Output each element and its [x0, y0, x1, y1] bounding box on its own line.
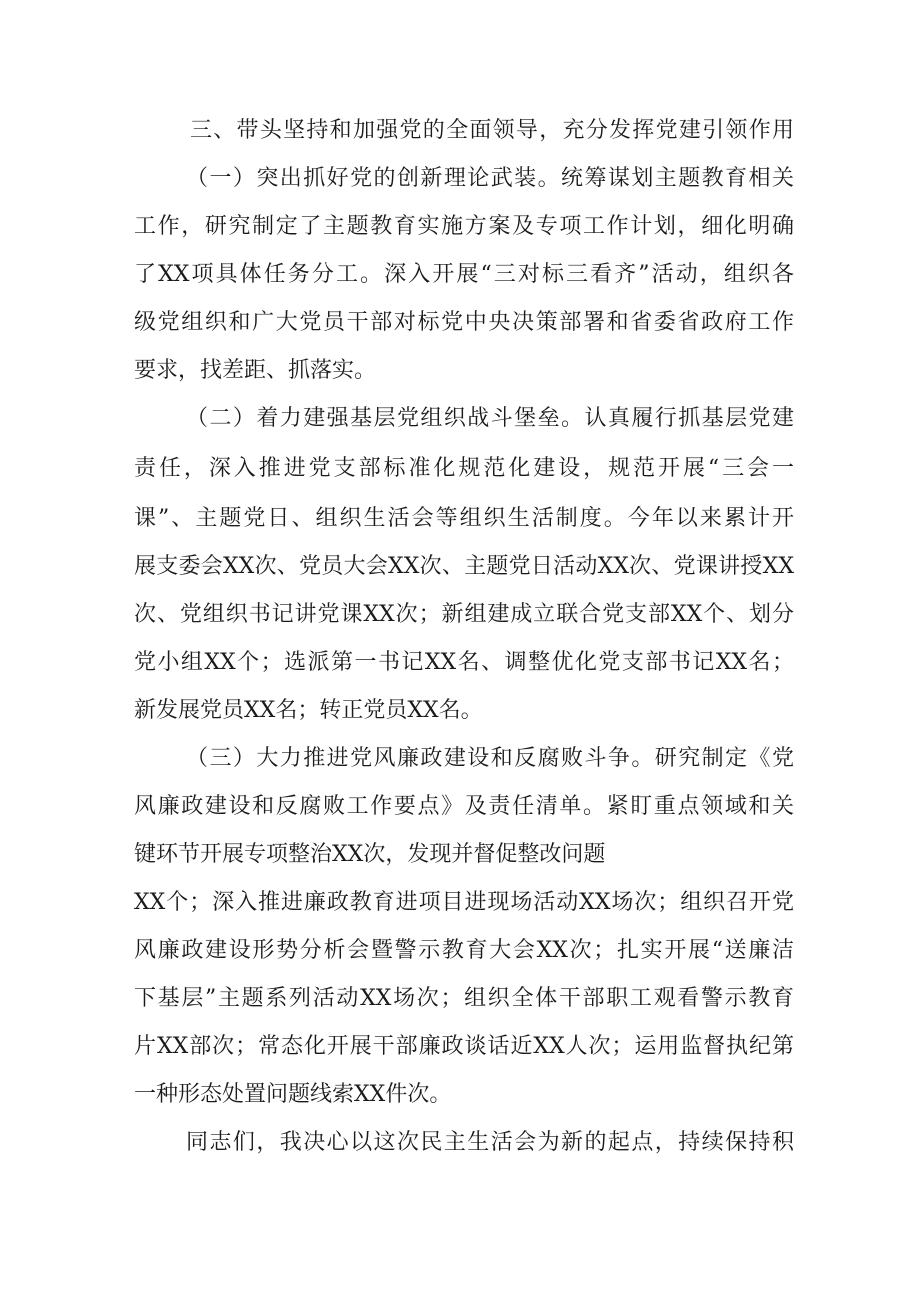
paragraph-line: 了XX项具体任务分工。深入开展“三对标三看齐”活动，组织各 — [134, 262, 794, 287]
paragraph-line: XX个；深入推进廉政教育进项目进现场活动XX场次；组织召开党 — [134, 890, 794, 915]
paragraph-line: 级党组织和广大党员干部对标党中央决策部署和省委省政府工作 — [134, 310, 794, 335]
paragraph-line: （一）突出抓好党的创新理论武装。统筹谋划主题教育相关 — [186, 166, 794, 191]
paragraph-line: 课”、主题党日、组织生活会等组织生活制度。今年以来累计开 — [134, 506, 794, 531]
paragraph-line: 次、党组织书记讲党课XX次；新组建成立联合党支部XX个、划分 — [134, 602, 794, 627]
paragraph-line: 工作，研究制定了主题教育实施方案及专项工作计划，细化明确 — [134, 214, 794, 239]
paragraph-line: 同志们，我决心以这次民主生活会为新的起点，持续保持积 — [186, 1130, 794, 1155]
paragraph-line: 责任，深入推进党支部标准化规范化建设，规范开展“三会一 — [134, 456, 794, 481]
paragraph-line: 风廉政建设形势分析会暨警示教育大会XX次；扎实开展“送廉洁 — [134, 938, 794, 963]
paragraph-line: （三）大力推进党风廉政建设和反腐败斗争。研究制定《党 — [186, 746, 794, 771]
paragraph-line: 键环节开展专项整治XX次，发现并督促整改问题 — [134, 842, 606, 867]
paragraph-line: （二）着力建强基层党组织战斗堡垒。认真履行抓基层党建 — [186, 406, 794, 431]
section-heading: 三、带头坚持和加强党的全面领导，充分发挥党建引领作用 — [190, 118, 794, 143]
paragraph-line: 新发展党员XX名；转正党员XX名。 — [134, 698, 483, 723]
paragraph-line: 党小组XX个；选派第一书记XX名、调整优化党支部书记XX名； — [134, 650, 794, 675]
paragraph-line: 下基层”主题系列活动XX场次；组织全体干部职工观看警示教育 — [134, 986, 794, 1011]
paragraph-line: 风廉政建设和反腐败工作要点》及责任清单。紧盯重点领域和关 — [134, 794, 794, 819]
paragraph-line: 展支委会XX次、党员大会XX次、主题党日活动XX次、党课讲授XX — [134, 554, 794, 579]
paragraph-line: 一种形态处置问题线索XX件次。 — [134, 1082, 452, 1107]
paragraph-line: 要求，找差距、抓落实。 — [134, 358, 377, 383]
paragraph-line: 片XX部次；常态化开展干部廉政谈话近XX人次；运用监督执纪第 — [134, 1034, 794, 1059]
